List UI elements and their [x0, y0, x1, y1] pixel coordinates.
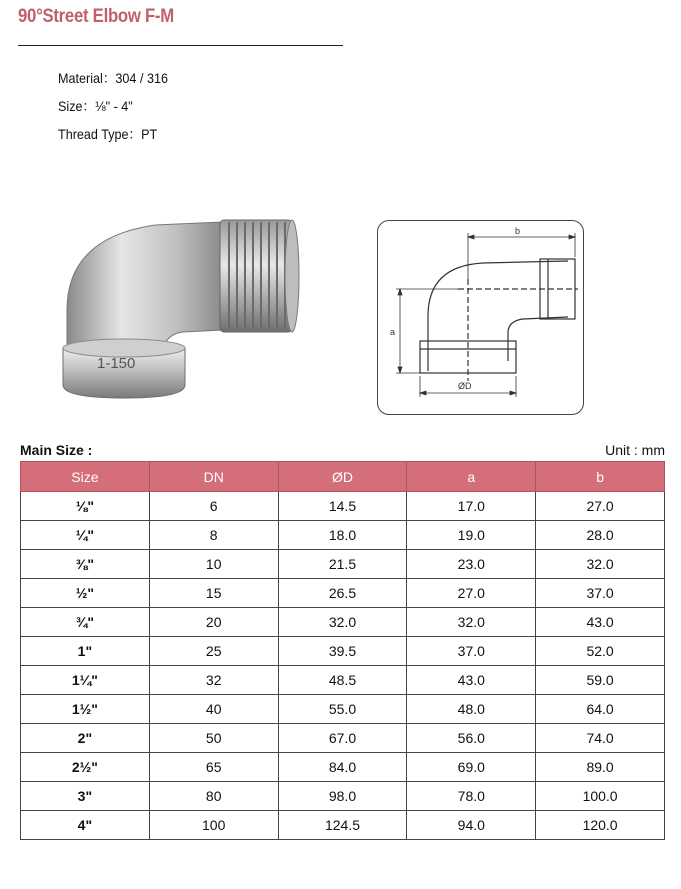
table-row — [21, 724, 665, 753]
table-cell: 1" — [21, 637, 150, 666]
spec-thread-type — [58, 120, 168, 148]
dimension-label-a: a — [390, 327, 396, 337]
table-cell: 98.0 — [278, 782, 407, 811]
column-header-od: ØD — [278, 462, 407, 492]
table-row — [21, 608, 665, 637]
table-cell: 55.0 — [278, 695, 407, 724]
spec-list — [58, 64, 180, 148]
table-cell: 25 — [149, 637, 278, 666]
table-cell: 32.0 — [278, 608, 407, 637]
table-cell: 6 — [149, 492, 278, 521]
column-header-b: b — [536, 462, 665, 492]
table-cell: 48.5 — [278, 666, 407, 695]
table-cell: 39.5 — [278, 637, 407, 666]
table-cell: 40 — [149, 695, 278, 724]
table-cell: ¼" — [21, 521, 150, 550]
unit-caption: Unit : mm — [605, 442, 665, 458]
table-cell: 8 — [149, 521, 278, 550]
product-photo — [45, 200, 305, 410]
table-cell: 80 — [149, 782, 278, 811]
table-row — [21, 492, 665, 521]
spec-size — [58, 92, 168, 120]
dimension-label-d: ØD — [458, 381, 472, 391]
table-cell: 27.0 — [407, 579, 536, 608]
column-header-dn: DN — [149, 462, 278, 492]
table-cell: 100 — [149, 811, 278, 840]
size-table — [20, 461, 665, 840]
table-cell: 89.0 — [536, 753, 665, 782]
table-cell: 32.0 — [407, 608, 536, 637]
table-cell: 2" — [21, 724, 150, 753]
spec-label: Material： — [58, 70, 116, 86]
table-cell: 43.0 — [536, 608, 665, 637]
table-row — [21, 695, 665, 724]
table-cell: 59.0 — [536, 666, 665, 695]
table-cell: 52.0 — [536, 637, 665, 666]
table-row — [21, 811, 665, 840]
table-header-row — [21, 462, 665, 492]
table-cell: 21.5 — [278, 550, 407, 579]
table-cell: 120.0 — [536, 811, 665, 840]
table-row — [21, 521, 665, 550]
table-cell: 18.0 — [278, 521, 407, 550]
table-row — [21, 579, 665, 608]
table-cell: 48.0 — [407, 695, 536, 724]
table-row — [21, 637, 665, 666]
table-cell: ⅜" — [21, 550, 150, 579]
spec-material — [58, 64, 168, 92]
table-cell: 37.0 — [407, 637, 536, 666]
table-row — [21, 666, 665, 695]
table-cell: 84.0 — [278, 753, 407, 782]
dimension-drawing — [377, 220, 584, 415]
table-cell: 28.0 — [536, 521, 665, 550]
table-cell: 37.0 — [536, 579, 665, 608]
table-cell: ¾" — [21, 608, 150, 637]
table-cell: 32 — [149, 666, 278, 695]
spec-label: Size： — [58, 98, 96, 114]
table-cell: 4" — [21, 811, 150, 840]
table-cell: 23.0 — [407, 550, 536, 579]
table-cell: 100.0 — [536, 782, 665, 811]
title-underline — [18, 45, 343, 46]
table-cell: 27.0 — [536, 492, 665, 521]
table-cell: 94.0 — [407, 811, 536, 840]
table-row — [21, 753, 665, 782]
column-header-a: a — [407, 462, 536, 492]
table-cell: 2½" — [21, 753, 150, 782]
table-cell: 26.5 — [278, 579, 407, 608]
table-row — [21, 782, 665, 811]
table-cell: 78.0 — [407, 782, 536, 811]
table-cell: 17.0 — [407, 492, 536, 521]
table-cell: 20 — [149, 608, 278, 637]
table-body — [21, 492, 665, 840]
spec-value: 304 / 316 — [115, 70, 168, 86]
table-cell: 50 — [149, 724, 278, 753]
table-cell: 69.0 — [407, 753, 536, 782]
spec-label: Thread Type： — [58, 126, 142, 142]
table-cell: 32.0 — [536, 550, 665, 579]
page-title: 90°Street Elbow F-M — [18, 6, 174, 27]
table-cell: 74.0 — [536, 724, 665, 753]
main-size-caption: Main Size : — [20, 442, 93, 458]
table-cell: 19.0 — [407, 521, 536, 550]
table-cell: 67.0 — [278, 724, 407, 753]
table-cell: 65 — [149, 753, 278, 782]
table-cell: 1¼" — [21, 666, 150, 695]
table-cell: 1½" — [21, 695, 150, 724]
spec-value: ⅛" - 4" — [95, 98, 133, 114]
table-cell: 3" — [21, 782, 150, 811]
table-cell: 64.0 — [536, 695, 665, 724]
table-cell: 15 — [149, 579, 278, 608]
table-cell: 43.0 — [407, 666, 536, 695]
table-cell: 14.5 — [278, 492, 407, 521]
table-cell: ⅛" — [21, 492, 150, 521]
column-header-size: Size — [21, 462, 150, 492]
table-cell: 124.5 — [278, 811, 407, 840]
casting-marking: 1-150 — [97, 355, 136, 372]
dimension-label-b: b — [515, 226, 521, 236]
table-cell: 10 — [149, 550, 278, 579]
table-cell: 56.0 — [407, 724, 536, 753]
table-row — [21, 550, 665, 579]
table-cell: ½" — [21, 579, 150, 608]
spec-value: PT — [141, 126, 158, 142]
